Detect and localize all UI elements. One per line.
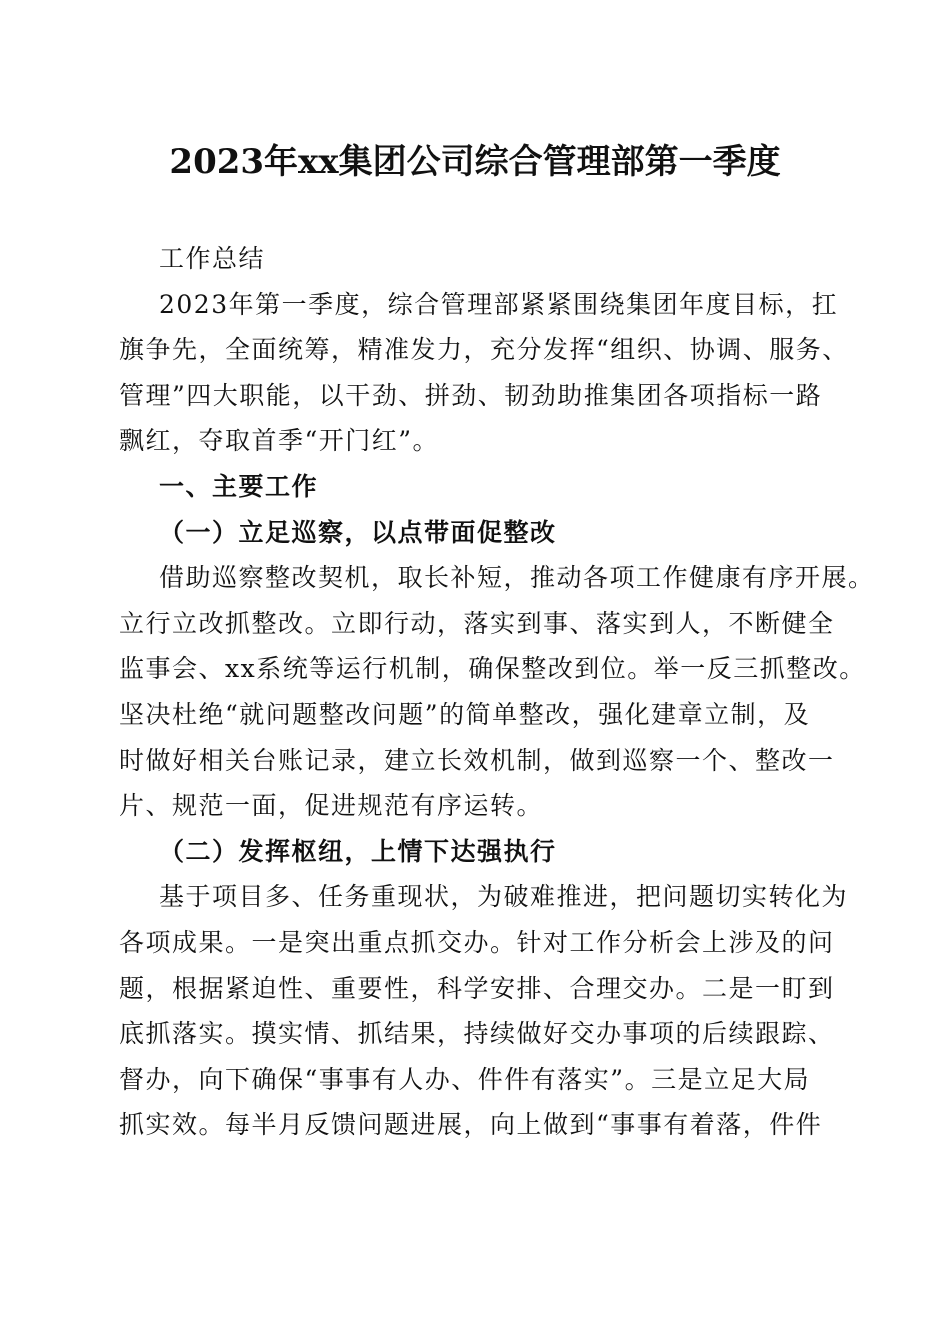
document-title: 2023年xx集团公司综合管理部第一季度 (169, 142, 781, 182)
paragraph-line: 监事会、xx系统等运行机制，确保整改到位。举一反三抓整改。 (119, 654, 866, 684)
intro-line: 旗争先，全面统筹，精准发力，充分发挥“组织、协调、服务、 (119, 335, 849, 365)
paragraph-line: 时做好相关台账记录，建立长效机制，做到巡察一个、整改一 (119, 745, 835, 775)
paragraph-line: 抓实效。每半月反馈问题进展，向上做到“事事有着落，件件 (119, 1110, 823, 1140)
intro-line: 管理”四大职能，以干劲、拼劲、韧劲助推集团各项指标一路 (119, 380, 823, 410)
section-heading: 一、主要工作 (159, 471, 319, 501)
paragraph-line: 立行立改抓整改。立即行动，落实到事、落实到人，不断健全 (119, 608, 835, 638)
paragraph-line: 坚决杜绝“就问题整改问题”的简单整改，强化建章立制，及 (119, 699, 811, 729)
document-body (119, 236, 875, 1148)
paragraph-line: 题，根据紧迫性、重要性，科学安排、合理交办。二是一盯到 (119, 973, 835, 1003)
subsection-heading: （一）立足巡察，以点带面促整改 (159, 517, 557, 547)
paragraph-line: 片、规范一面，促进规范有序运转。 (119, 791, 544, 821)
subsection-heading: （二）发挥枢纽，上情下达强执行 (159, 836, 557, 866)
paragraph-line: 督办，向下确保“事事有人办、件件有落实”。三是立足大局 (119, 1064, 811, 1094)
intro-line: 飘红，夺取首季“开门红”。 (119, 426, 440, 456)
intro-line: 2023年第一季度，综合管理部紧紧围绕集团年度目标，扛 (159, 289, 839, 319)
paragraph-line: 借助巡察整改契机，取长补短，推动各项工作健康有序开展。 (159, 563, 875, 593)
document-subtitle: 工作总结 (159, 244, 266, 273)
paragraph-line: 底抓落实。摸实情、抓结果，持续做好交办事项的后续跟踪、 (119, 1019, 835, 1049)
paragraph-line: 各项成果。一是突出重点抓交办。针对工作分析会上涉及的问 (119, 927, 835, 957)
paragraph-line: 基于项目多、任务重现状，为破难推进，把问题切实转化为 (159, 882, 849, 912)
